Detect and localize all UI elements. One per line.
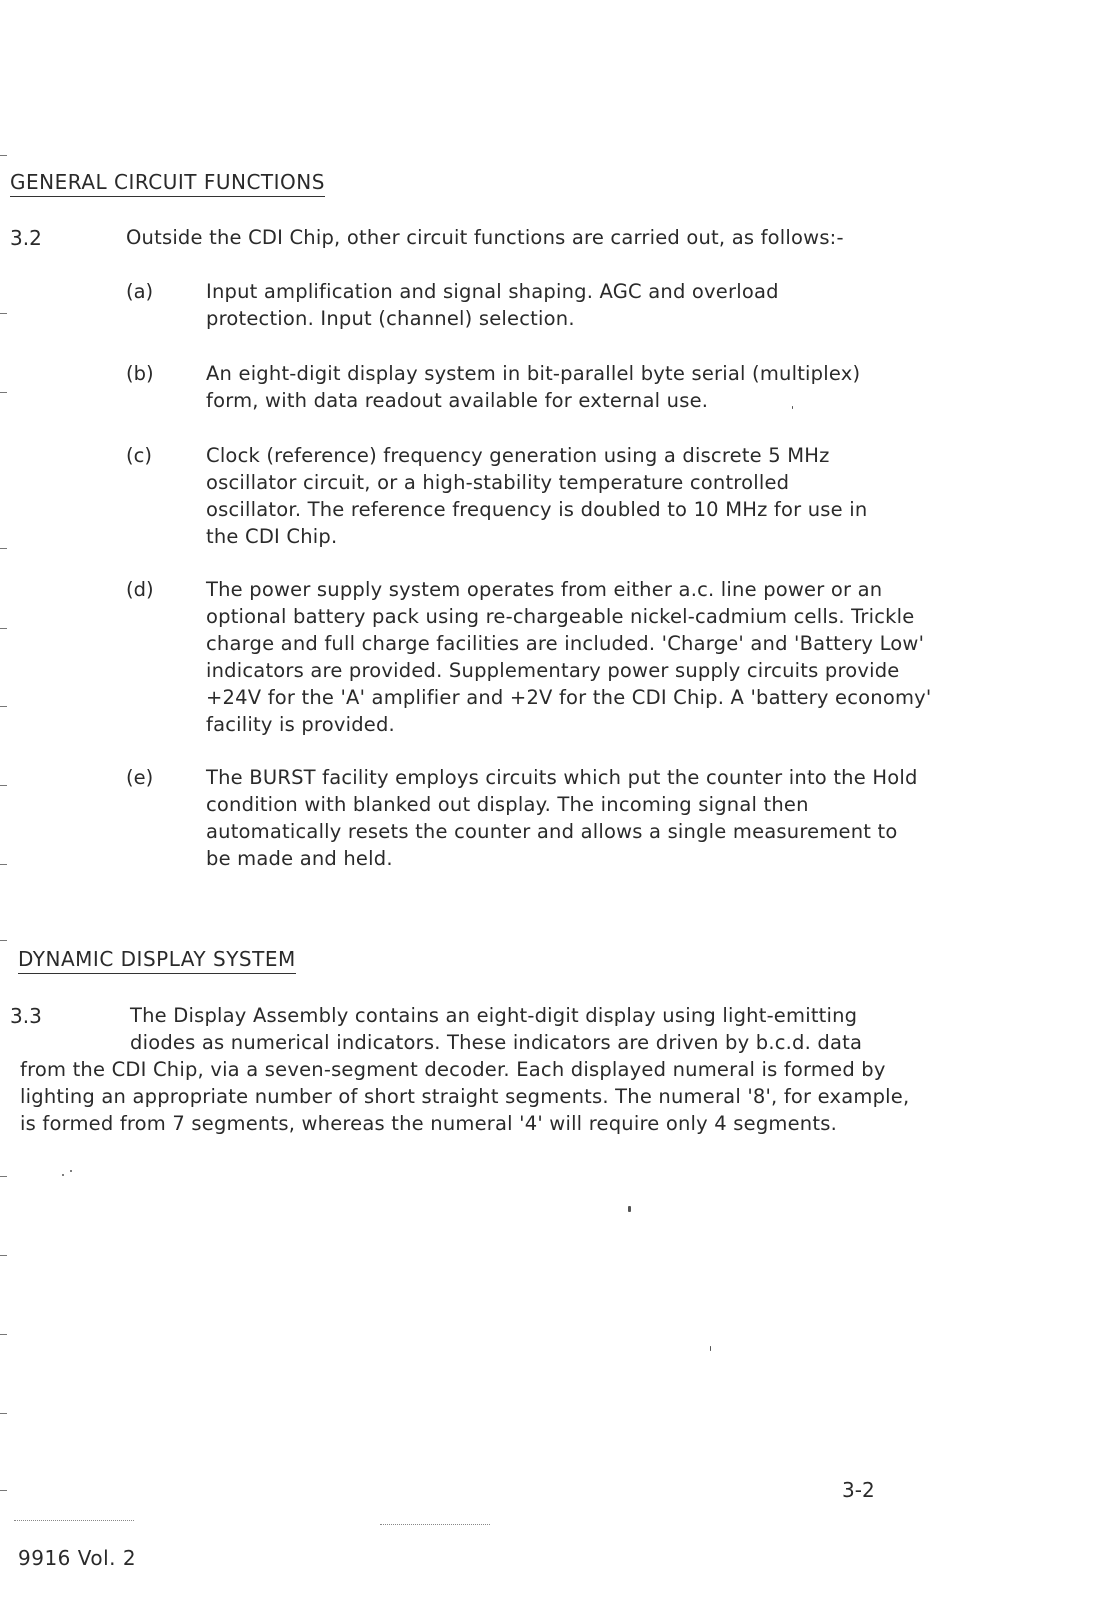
item-label-a: (a) bbox=[126, 280, 154, 303]
section-heading-general-circuit-functions: GENERAL CIRCUIT FUNCTIONS bbox=[10, 170, 325, 197]
margin-tick bbox=[0, 940, 7, 941]
scan-speck bbox=[628, 1206, 631, 1212]
page-number: 3-2 bbox=[842, 1478, 875, 1502]
item-text-b: An eight-digit display system in bit-parallel byte serial (multiplex) form, with data readout available for external use. bbox=[206, 362, 861, 412]
display-paragraph-line: from the CDI Chip, via a seven-segment decoder. Each displayed numeral is formed by bbox=[20, 1058, 886, 1081]
margin-tick bbox=[0, 1490, 7, 1491]
margin-tick bbox=[0, 706, 7, 707]
margin-tick bbox=[0, 628, 7, 629]
item-label-c: (c) bbox=[126, 444, 152, 467]
document-footer: 9916 Vol. 2 bbox=[18, 1546, 137, 1570]
paragraph-number-3-3: 3.3 bbox=[10, 1004, 42, 1028]
display-paragraph-line: diodes as numerical indicators. These indicators are driven by b.c.d. data bbox=[130, 1031, 863, 1054]
section-heading-dynamic-display-system: DYNAMIC DISPLAY SYSTEM bbox=[18, 947, 296, 974]
margin-tick bbox=[0, 1413, 7, 1414]
item-text-a: Input amplification and signal shaping. AGC and overload protection. Input (channel) selection. bbox=[206, 280, 779, 330]
scan-speck bbox=[70, 1170, 72, 1172]
margin-tick bbox=[0, 785, 7, 786]
footer-rule bbox=[14, 1520, 134, 1521]
display-paragraph-line: The Display Assembly contains an eight-digit display using light-emitting bbox=[130, 1004, 858, 1027]
margin-tick bbox=[0, 548, 7, 549]
item-text-e: The BURST facility employs circuits which put the counter into the Hold condition with blanked out display. The incoming signal then automatically resets the counter and allows a single measurement to be made and held. bbox=[206, 766, 918, 870]
margin-tick bbox=[0, 313, 7, 314]
margin-tick bbox=[0, 1334, 7, 1335]
item-text-c: Clock (reference) frequency generation using a discrete 5 MHz oscillator circuit, or a high-stability temperature controlled oscillator. The reference frequency is doubled to 10 MHz for use in the CDI Chip. bbox=[206, 444, 868, 548]
section-intro-text: Outside the CDI Chip, other circuit functions are carried out, as follows:- bbox=[126, 226, 844, 249]
item-text-d: The power supply system operates from either a.c. line power or an optional battery pack using re-chargeable nickel-cadmium cells. Trickle charge and full charge facilities are included. 'Charge' and 'Battery Low' indicators are provided. Supplementary power supply circuits provide +24V for the 'A' amplifier and +2V for the CDI Chip. A 'battery economy' facility is provided. bbox=[206, 578, 932, 736]
margin-tick bbox=[0, 864, 7, 865]
paragraph-number-3-2: 3.2 bbox=[10, 226, 42, 250]
scan-artifact-rule bbox=[380, 1524, 490, 1525]
margin-tick bbox=[0, 1255, 7, 1256]
scan-speck bbox=[710, 1346, 711, 1351]
margin-tick bbox=[0, 392, 7, 393]
margin-tick bbox=[0, 1176, 7, 1177]
item-label-e: (e) bbox=[126, 766, 154, 789]
item-label-d: (d) bbox=[126, 578, 154, 601]
margin-tick bbox=[0, 155, 7, 156]
display-paragraph-line: is formed from 7 segments, whereas the numeral '4' will require only 4 segments. bbox=[20, 1112, 837, 1135]
display-paragraph-line: lighting an appropriate number of short straight segments. The numeral '8', for example, bbox=[20, 1085, 910, 1108]
item-label-b: (b) bbox=[126, 362, 154, 385]
scan-speck bbox=[62, 1174, 64, 1176]
scan-speck bbox=[792, 406, 793, 409]
